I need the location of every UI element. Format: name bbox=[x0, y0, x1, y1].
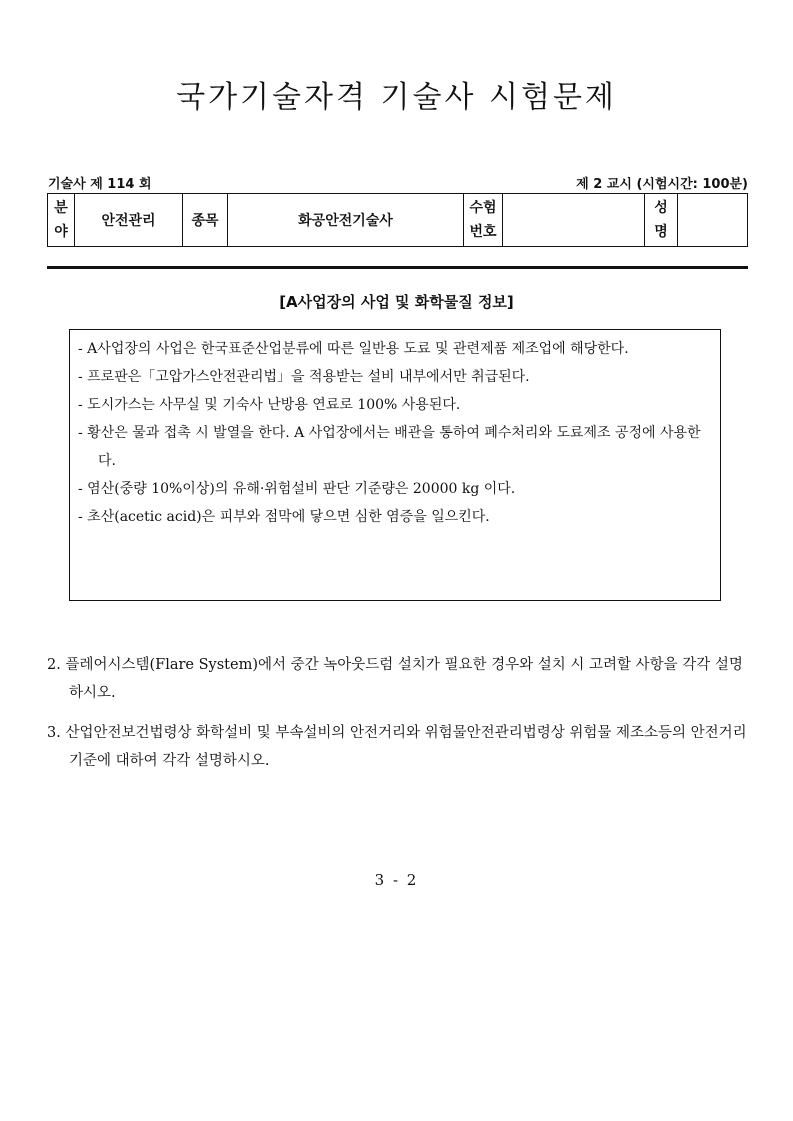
exam-no-label-cell bbox=[464, 194, 503, 247]
exam-no-field[interactable] bbox=[503, 194, 645, 247]
exam-info-table bbox=[47, 193, 748, 247]
name-field[interactable] bbox=[678, 194, 748, 247]
info-item: - 염산(중량 10%이상)의 유해·위험설비 판단 기준량은 20000 kg 이다. bbox=[78, 481, 516, 497]
info-section-heading: [A사업장의 사업 및 화학물질 정보] bbox=[279, 293, 514, 311]
page-title: 국가기술자격 기술사 시험문제 bbox=[176, 80, 617, 115]
field-label-line1: 분 bbox=[54, 200, 68, 216]
exam-no-label-line2: 번호 bbox=[469, 224, 497, 240]
name-label-line1: 성 bbox=[654, 200, 668, 216]
category-label: 종목 bbox=[183, 194, 228, 247]
exam-no-label-line1: 수험 bbox=[469, 200, 497, 216]
name-label-cell bbox=[645, 194, 678, 247]
question-3: 3. 산업안전보건법령상 화학설비 및 부속설비의 안전거리와 위험물안전관리법령상 위험물 제조소등의 안전거리 기준에 대하여 각각 설명하시오. bbox=[47, 725, 747, 769]
exam-round: 기술사 제 114 회 bbox=[48, 177, 152, 192]
field-label-cell bbox=[48, 194, 75, 247]
name-label-line2: 명 bbox=[654, 224, 668, 240]
info-item: - A사업장의 사업은 한국표준산업분류에 따른 일반용 도료 및 관련제품 제조업에 해당한다. bbox=[78, 341, 629, 357]
field-value: 안전관리 bbox=[75, 194, 183, 247]
question-list bbox=[47, 651, 748, 787]
info-item: - 초산(acetic acid)은 피부와 점막에 닿으면 심한 염증을 일으킨다. bbox=[78, 509, 490, 525]
exam-meta bbox=[48, 173, 748, 193]
field-label-line2: 야 bbox=[54, 224, 68, 240]
session-info: 제 2 교시 (시험시간: 100분) bbox=[576, 177, 748, 192]
info-item: - 황산은 물과 접촉 시 발열을 한다. A 사업장에서는 배관을 통하여 폐수처리와 도료제조 공정에 사용한다. bbox=[78, 425, 701, 469]
page-number: 3 - 2 bbox=[374, 871, 419, 889]
info-box bbox=[69, 329, 721, 601]
info-item: - 프로판은「고압가스안전관리법」을 적용받는 설비 내부에서만 취급된다. bbox=[78, 369, 530, 385]
info-item: - 도시가스는 사무실 및 기숙사 난방용 연료로 100% 사용된다. bbox=[78, 397, 461, 413]
category-value: 화공안전기술사 bbox=[228, 194, 464, 247]
header-divider bbox=[47, 266, 748, 269]
question-2: 2. 플레어시스템(Flare System)에서 중간 녹아웃드럼 설치가 필요한 경우와 설치 시 고려할 사항을 각각 설명하시오. bbox=[47, 657, 743, 701]
